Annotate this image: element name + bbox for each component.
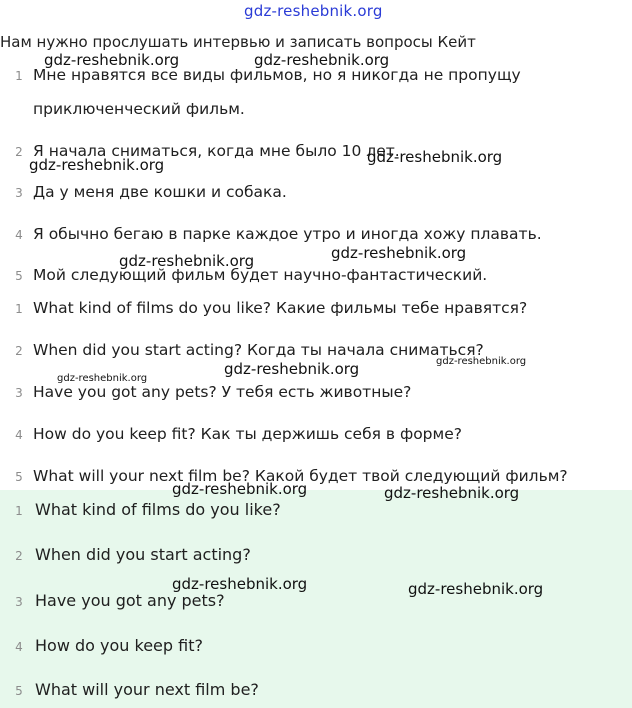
question-text: How do you keep fit?	[35, 636, 203, 655]
question-translation-text: Have you got any pets? У тебя есть животные?	[33, 383, 412, 401]
question-translation-text: What kind of films do you like? Какие фильмы тебе нравятся?	[33, 299, 528, 317]
answer-text: Да у меня две кошки и собака.	[33, 183, 287, 201]
item-number: 1	[15, 504, 23, 518]
answer-row	[0, 266, 632, 290]
question-row	[0, 636, 632, 660]
watermark: gdz-reshebnik.org	[224, 360, 360, 378]
question-translation-row	[0, 383, 632, 407]
answer-row	[0, 183, 632, 207]
question-translation-row	[0, 299, 632, 323]
item-number: 2	[15, 344, 23, 358]
watermark: gdz-reshebnik.org	[436, 356, 527, 367]
item-number: 4	[15, 640, 23, 654]
answer-row	[0, 66, 632, 90]
watermark: gdz-reshebnik.org	[44, 51, 180, 69]
question-translation-text: When did you start acting? Когда ты начала сниматься?	[33, 341, 484, 359]
task-intro: Нам нужно прослушать интервью и записать вопросы Кейт	[0, 33, 476, 51]
question-text: Have you got any pets?	[35, 591, 225, 610]
item-number: 2	[15, 549, 23, 563]
watermark: gdz-reshebnik.org	[408, 580, 544, 598]
watermark: gdz-reshebnik.org	[29, 156, 165, 174]
item-number: 1	[15, 69, 23, 83]
question-translation-row	[0, 467, 632, 491]
question-text: When did you start acting?	[35, 545, 251, 564]
answer-text: Я начала сниматься, когда мне было 10 лет.	[33, 142, 400, 160]
question-translation-text: What will your next film be? Какой будет твой следующий фильм?	[33, 467, 568, 485]
watermark: gdz-reshebnik.org	[119, 252, 255, 270]
watermark: gdz-reshebnik.org	[367, 148, 503, 166]
question-text: What kind of films do you like?	[35, 500, 281, 519]
answer-text: Мой следующий фильм будет научно-фантастический.	[33, 266, 488, 284]
watermark: gdz-reshebnik.org	[331, 244, 467, 262]
question-row	[0, 500, 632, 524]
watermark: gdz-reshebnik.org	[384, 484, 520, 502]
item-number: 4	[15, 428, 23, 442]
watermark: gdz-reshebnik.org	[254, 51, 390, 69]
watermark: gdz-reshebnik.org	[172, 480, 308, 498]
site-watermark-title: gdz-reshebnik.org	[244, 2, 383, 20]
answer-panel	[0, 490, 632, 708]
answer-text: Мне нравятся все виды фильмов, но я никогда не пропущу	[33, 66, 521, 84]
question-translation-row	[0, 425, 632, 449]
item-number: 3	[15, 386, 23, 400]
item-number: 5	[15, 269, 23, 283]
item-number: 4	[15, 228, 23, 242]
item-number: 2	[15, 145, 23, 159]
item-number: 1	[15, 302, 23, 316]
item-number: 3	[15, 186, 23, 200]
watermark: gdz-reshebnik.org	[172, 575, 308, 593]
answer-text-continued: приключенческий фильм.	[33, 100, 245, 118]
watermark: gdz-reshebnik.org	[57, 373, 148, 384]
item-number: 3	[15, 595, 23, 609]
item-number: 5	[15, 470, 23, 484]
answer-row	[0, 225, 632, 249]
question-row	[0, 545, 632, 569]
item-number: 5	[15, 684, 23, 698]
question-translation-text: How do you keep fit? Как ты держишь себя в форме?	[33, 425, 462, 443]
question-row	[0, 680, 632, 704]
question-text: What will your next film be?	[35, 680, 259, 699]
answer-text: Я обычно бегаю в парке каждое утро и иногда хожу плавать.	[33, 225, 542, 243]
